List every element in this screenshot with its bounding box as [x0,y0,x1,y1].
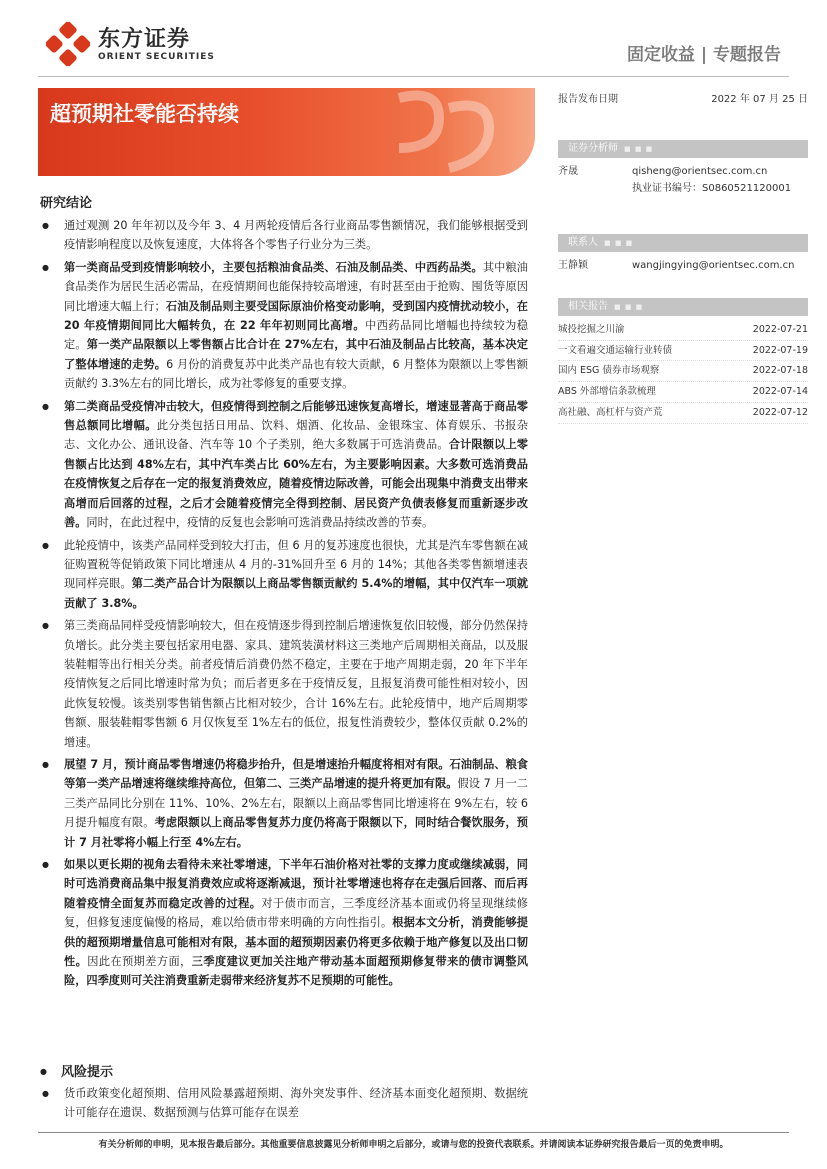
related-reports-list [558,320,808,424]
bullet-bold: 根据本文分析，消费能够提供的超预期增量信息可能相对有限，基本面的超预期因素仍将更多依赖于地产修复以及出口韧性。 [64,916,528,969]
related-date: 2022-07-18 [752,365,808,377]
related-date: 2022-07-19 [752,344,808,356]
bullet-text: 其中粮油食品类作为居民生活必需品，在疫情期间也能保持较高增速，有时甚至由于抢购、囤货等原因同比增速大幅上行； [64,260,528,313]
risk-title [40,1061,113,1080]
bullet-1 [40,216,528,255]
analyst-email[interactable]: qisheng@orientsec.com.cn [632,166,768,177]
orient-logo-icon [46,22,90,66]
related-section-title: 相关报告 [568,301,608,312]
bullet-6 [40,755,528,852]
bullet-7 [40,855,528,991]
footer-disclaimer: 有关分析师的申明，见本报告最后部分。其他重要信息披露见分析师申明之后部分，或请与您的投资代表联系。并请阅读本证券研究报告最后一页的免责申明。 [98,1140,729,1150]
report-date-row [558,90,808,105]
analyst-section-title: 证券分析师 [568,143,618,154]
related-title[interactable]: ABS 外部增信条款梳理 [558,386,656,398]
risk-title-text: 风险提示 [60,1065,113,1080]
banner-decoration-icon [379,88,519,176]
contact-section-title: 联系人 [568,237,598,248]
analyst-section-header: 证券分析师 ■ ■ ■ [558,140,808,158]
bullet-text: 中西药品同比增幅也持续较为稳定。 [64,319,528,352]
list-item[interactable] [558,403,808,424]
related-date: 2022-07-12 [752,406,808,418]
company-logo [46,20,236,68]
report-date: 2022 年 07 月 25 日 [711,94,808,105]
analyst-cert: 执业证书编号：S0860521120001 [632,183,792,194]
bullet-text: 因此在预期差方面， [87,955,192,969]
contact-name: 王静颖 [558,260,588,271]
bullet-5 [40,616,528,752]
bullet-bold: 展望 7 月，预计商品零售增速仍将稳步抬升，但是增速抬升幅度将相对有限。石油制品、粮食等第一类产品增速将继续维持高位，但第二、三类产品增速的提升将更加有限。 [64,757,528,791]
bullet-text: 此轮疫情中，该类产品同样受到较大打击，但 6 月的复苏速度也很快，尤其是汽车零售额在减征购置税等促销政策下同比增速从 4 月的-31%回升至 6 月的 14%；其他各类零售额增速表现同样亮眼。 [64,538,528,591]
bullet-text: 6 月份的消费复苏中此类产品也有较大贡献，6 月整体为限额以上零售额贡献约 3.3%左右的同比增长，成为社零修复的重要支撑。 [64,357,528,391]
footer-divider [38,1132,789,1133]
list-item[interactable] [558,320,808,341]
contact-email[interactable]: wangjingying@orientsec.com.cn [632,260,795,271]
related-date: 2022-07-14 [752,386,808,398]
logo-chinese-name: 东方证券 [98,27,191,52]
bullet-bold: 第二类商品受疫情冲击较大，但疫情得到控制之后能够迅速恢复高增长，增速显著高于商品零售总额同比增幅。 [64,399,528,433]
bullet-4 [40,536,528,614]
analyst-info [558,163,808,197]
list-item[interactable] [558,361,808,382]
bullet-bold: 三季度建议更加关注地产带动基本面超预期修复带来的债市调整风险，四季度则可关注消费重新走弱带来经济复苏不足预期的可能性。 [64,955,528,988]
risk-bullet [40,1084,528,1123]
bullet-bold: 如果以更长期的视角去看待未来社零增速，下半年石油价格对社零的支撑力度或继续减弱，同时可选消费商品集中报复消费效应或将逐渐减退，预计社零增速也将存在走强后回落、而后再随着疫情全面复苏而稳定改善的过程。 [64,858,528,910]
risk-text: 货币政策变化超预期、信用风险暴露超预期、海外突发事件、经济基本面变化超预期、数据统计可能存在遗误、数据预测与估算可能存在误差 [64,1087,528,1120]
bullet-3 [40,397,528,533]
related-title[interactable]: 城投挖掘之川渝 [558,324,625,335]
related-section-header: 相关报告 ■ ■ ■ [558,298,808,316]
related-date: 2022-07-21 [752,324,808,335]
bullet-bold: 第二类产品合计为限额以上商品零售额贡献约 5.4%的增幅，其中仅汽车一项就贡献了 3.8%。 [64,577,528,610]
section-title: 研究结论 [40,196,93,211]
bullet-bold: 第一类产品限额以上零售额占比合计在 27%左右，其中石油及制品占比较高，基本决定了整体增速的走势。 [64,338,528,371]
list-item[interactable] [558,341,808,362]
bullet-bold: 第一类商品受到疫情影响较小，主要包括粮油食品类、石油及制品类、中西药品类。 [64,260,483,274]
bullet-text: 对于债市而言，三季度经济基本面或仍将呈现继续修复，但修复速度偏慢的格局，难以给债市带来明确的方向性指引。 [64,896,528,930]
bullet-text: 此分类包括日用品、饮料、烟酒、化妆品、金银珠宝、体育娱乐、书报杂志、文化办公、通讯设备、汽车等 10 个子类别，绝大多数属于可选消费品。 [64,419,528,452]
related-title[interactable]: 一文看遍交通运输行业转债 [558,344,673,356]
analyst-name: 齐晟 [558,166,578,177]
related-title[interactable]: 高社融、高杠杆与资产荒 [558,406,663,418]
bullet-text: 假设 7 月一二三类产品同比分别在 11%、10%、2%左右，限额以上商品零售同比增速将在 9%左右，较 6 月提升幅度有限。 [64,777,528,830]
logo-english-name: ORIENT SECURITIES [98,52,215,62]
contact-info [558,257,808,274]
bullet-text: 通过观测 20 年年初以及今年 3、4 月两轮疫情后各行业商品零售额情况，我们能够根据受到疫情影响程度以及恢复速度，大体将各个零售子行业分为三类。 [64,219,528,252]
title-banner [38,88,535,176]
bullet-text: 同时，在此过程中，疫情的反复也会影响可选消费品持续改善的节奏。 [86,516,434,530]
bullet-text: 第三类商品同样受疫情影响较大，但在疫情逐步得到控制后增速恢复依旧较慢，部分仍然保持负增长。此分类主要包括家用电器、家具、建筑装潢材料这三类地产后周期相关商品，以及服装鞋帽等出行相关分类。前者疫情后消费仍然不稳定，主要在于地产周期走弱，20 年下半年疫情恢复之后同比增速时常为负；而后者更多在于疫情反复，且报复消费可能性相对较小，因此恢复较慢。该类别零售销售额占比相对较少，合计 16%左右。此轮疫情中，地产后周期零售额、服装鞋帽零售额 6 月仅恢复至 1%左右的低位，报复性消费较少，整体仅贡献 0.2%的增速。 [64,619,528,749]
risk-list [40,1084,528,1126]
header-divider [38,76,789,77]
related-title[interactable]: 国内 ESG 债券市场观察 [558,365,660,377]
list-item[interactable] [558,382,808,403]
conclusion-list [40,216,528,994]
bullet-bold: 石油及制品则主要受国际原油价格变动影响，受到国内疫情扰动较小，在 20 年疫情期间同比大幅转负，在 22 年年初则同比高增。 [64,299,528,333]
bullet-bold: 合计限额以上零售额占比达到 48%左右，其中汽车类占比 60%左右，为主要影响因素。大多数可选消费品在疫情恢复之后存在一定的报复消费效应，随着疫情边际改善，可能会出现集中消费支出带来高增而后回落的过程，之后才会随着疫情完全得到控制、居民资产负债表修复而重新逐步改善。 [64,438,528,530]
contact-section-header: 联系人 ■ ■ ■ [558,234,808,252]
report-category: 固定收益 | 专题报告 [626,45,781,65]
bullet-2 [40,258,528,394]
bullet-bold: 考虑限额以上商品零售复苏力度仍将高于限额以下，同时结合餐饮服务，预计 7 月社零将小幅上行至 4%左右。 [64,816,528,849]
report-date-label: 报告发布日期 [558,94,618,105]
report-title: 超预期社零能否持续 [50,102,239,126]
